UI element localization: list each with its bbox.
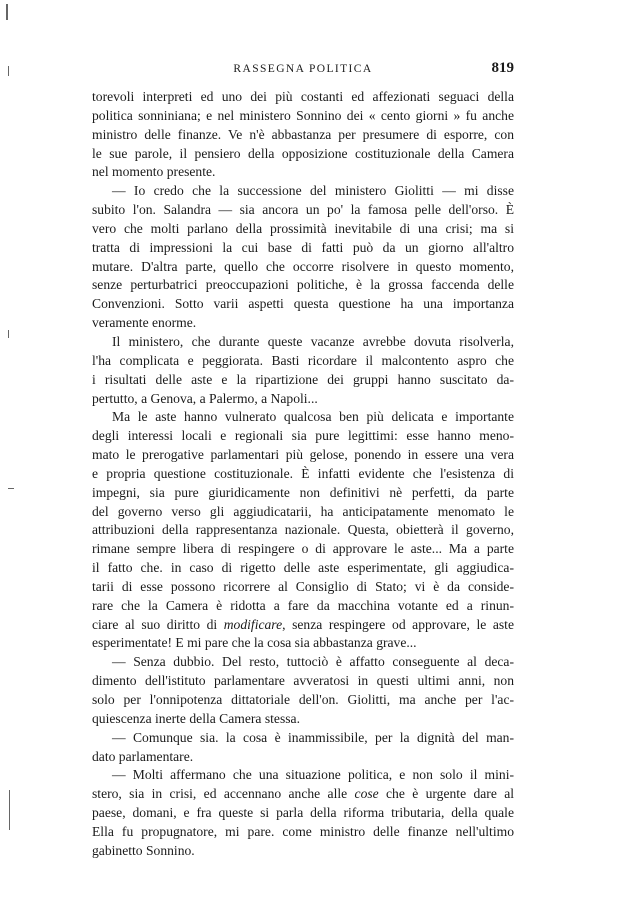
text-line: degli interessi locali e regionali sia pure legittimi: esse hanno meno- — [92, 428, 514, 444]
text-line: dato parlamentare. — [92, 748, 194, 764]
paragraph — [92, 182, 514, 333]
text-line: attribuzioni della rappresentanza nazionale. Questa, obietterà il governo, — [92, 522, 514, 538]
paragraph — [92, 333, 514, 408]
text-line: Ma le aste hanno vulnerato qualcosa ben più delicata e importante — [112, 409, 514, 425]
text-line: Il ministero, che durante queste vacanze avrebbe dovuta risolverla, — [112, 333, 514, 349]
margin-mark — [8, 66, 9, 76]
page-header — [92, 60, 514, 80]
text-line: i risultati delle aste e la ripartizione dei gruppi hanno suscitato da- — [92, 371, 514, 387]
text-line: vero che molti parlano della prossimità inevitabile di una crisi; ma si — [92, 220, 514, 236]
paragraph — [92, 729, 514, 767]
text-line: tratta di impressioni la cui base di fatti può da un giorno all'altro — [92, 239, 514, 255]
text-line: ciare al suo diritto di modificare, senza respingere od approvare, le aste — [92, 616, 514, 632]
paragraph — [92, 766, 514, 860]
text-line: torevoli interpreti ed uno dei più costanti ed affezionati seguaci della — [92, 89, 514, 104]
text-line: — Io credo che la successione del ministero Giolitti — mi disse — [112, 183, 514, 199]
text-line: — Senza dubbio. Del resto, tuttociò è affatto conseguente al deca- — [112, 654, 514, 670]
running-title: RASSEGNA POLITICA — [233, 63, 373, 75]
paragraph — [92, 88, 514, 182]
text-line: ministro delle finanze. Ve n'è abbastanza per presumere di esporre, con — [92, 126, 514, 142]
text-line: rare che la Camera è ridotta a fare da macchina votante ed a rinun- — [92, 597, 514, 613]
text-line: nel momento presente. — [92, 164, 216, 180]
text-line: pertutto, a Genova, a Palermo, a Napoli... — [92, 390, 318, 406]
paragraph — [92, 408, 514, 653]
text-line: subito l'on. Salandra — sia ancora un po' la famosa pelle dell'orso. È — [92, 202, 514, 218]
text-line: le sue parole, il pensiero della opposizione costituzionale della Camera — [92, 145, 514, 161]
text-line: solo per l'onnipotenza dittatoriale dell'on. Giolitti, ma anche per l'ac- — [92, 692, 514, 707]
text-line: paese, domani, e fra queste si parla della riforma tributaria, della quale — [92, 805, 514, 821]
text-line: rimane sempre libera di respingere o di approvare le aste... Ma a parte — [92, 541, 514, 557]
margin-mark — [8, 488, 14, 489]
text-line: — Comunque sia. la cosa è inammissibile, per la dignità del man- — [112, 729, 514, 745]
text-line: esperimentate! E mi pare che la cosa sia abbastanza grave... — [92, 635, 417, 651]
text-line: mutare. D'altra parte, quello che occorre risolvere in questo momento, — [92, 258, 514, 274]
text-line: veramente enorme. — [92, 315, 197, 331]
text-line: — Molti affermano che una situazione politica, e non solo il mini- — [112, 767, 514, 783]
text-line: l'ha complicata e peggiorata. Basti ricordare il malcontento aspro che — [92, 352, 514, 368]
margin-mark — [6, 4, 8, 20]
text-line: del governo verso gli aggiudicatarii, ha anticipatamente menomato le — [92, 503, 514, 519]
margin-mark — [8, 330, 9, 338]
text-line: stero, sia in crisi, ed accennano anche alle cose che è urgente dare al — [92, 786, 514, 802]
text-line: e propria questione costituzionale. È infatti evidente che l'esistenza di — [92, 465, 514, 481]
text-line: politica sonniniana; e nel ministero Sonnino dei « cento giorni » fu anche — [92, 107, 514, 123]
text-line: impegni, sia pure giuridicamente non definitivi nè perfetti, da parte — [92, 484, 514, 500]
text-line: gabinetto Sonnino. — [92, 842, 195, 858]
margin-mark — [9, 790, 10, 830]
page-number: 819 — [491, 60, 514, 76]
text-line: senze perturbatrici preoccupazioni politiche, è la grossa faccenda delle — [92, 277, 514, 293]
paragraph — [92, 653, 514, 728]
article-body — [92, 88, 514, 861]
text-line: quiescenza inerte della Camera stessa. — [92, 710, 300, 726]
text-line: Ella fu propugnatore, mi pare. come ministro delle finanze nell'ultimo — [92, 823, 514, 839]
text-line: Convenzioni. Sotto varii aspetti questa questione ha una importanza — [92, 296, 514, 312]
text-line: dimento dell'istituto parlamentare avveratosi in questi ultimi anni, non — [92, 673, 514, 689]
text-line: mato le prerogative parlamentari più gelose, ponendo in essere una vera — [92, 447, 514, 463]
text-line: il fatto che. in caso di rigetto delle aste esperimentate, gli aggiudica- — [92, 560, 514, 576]
text-line: tarii di esse possono ricorrere al Consiglio di Stato; vi è da conside- — [92, 578, 514, 594]
